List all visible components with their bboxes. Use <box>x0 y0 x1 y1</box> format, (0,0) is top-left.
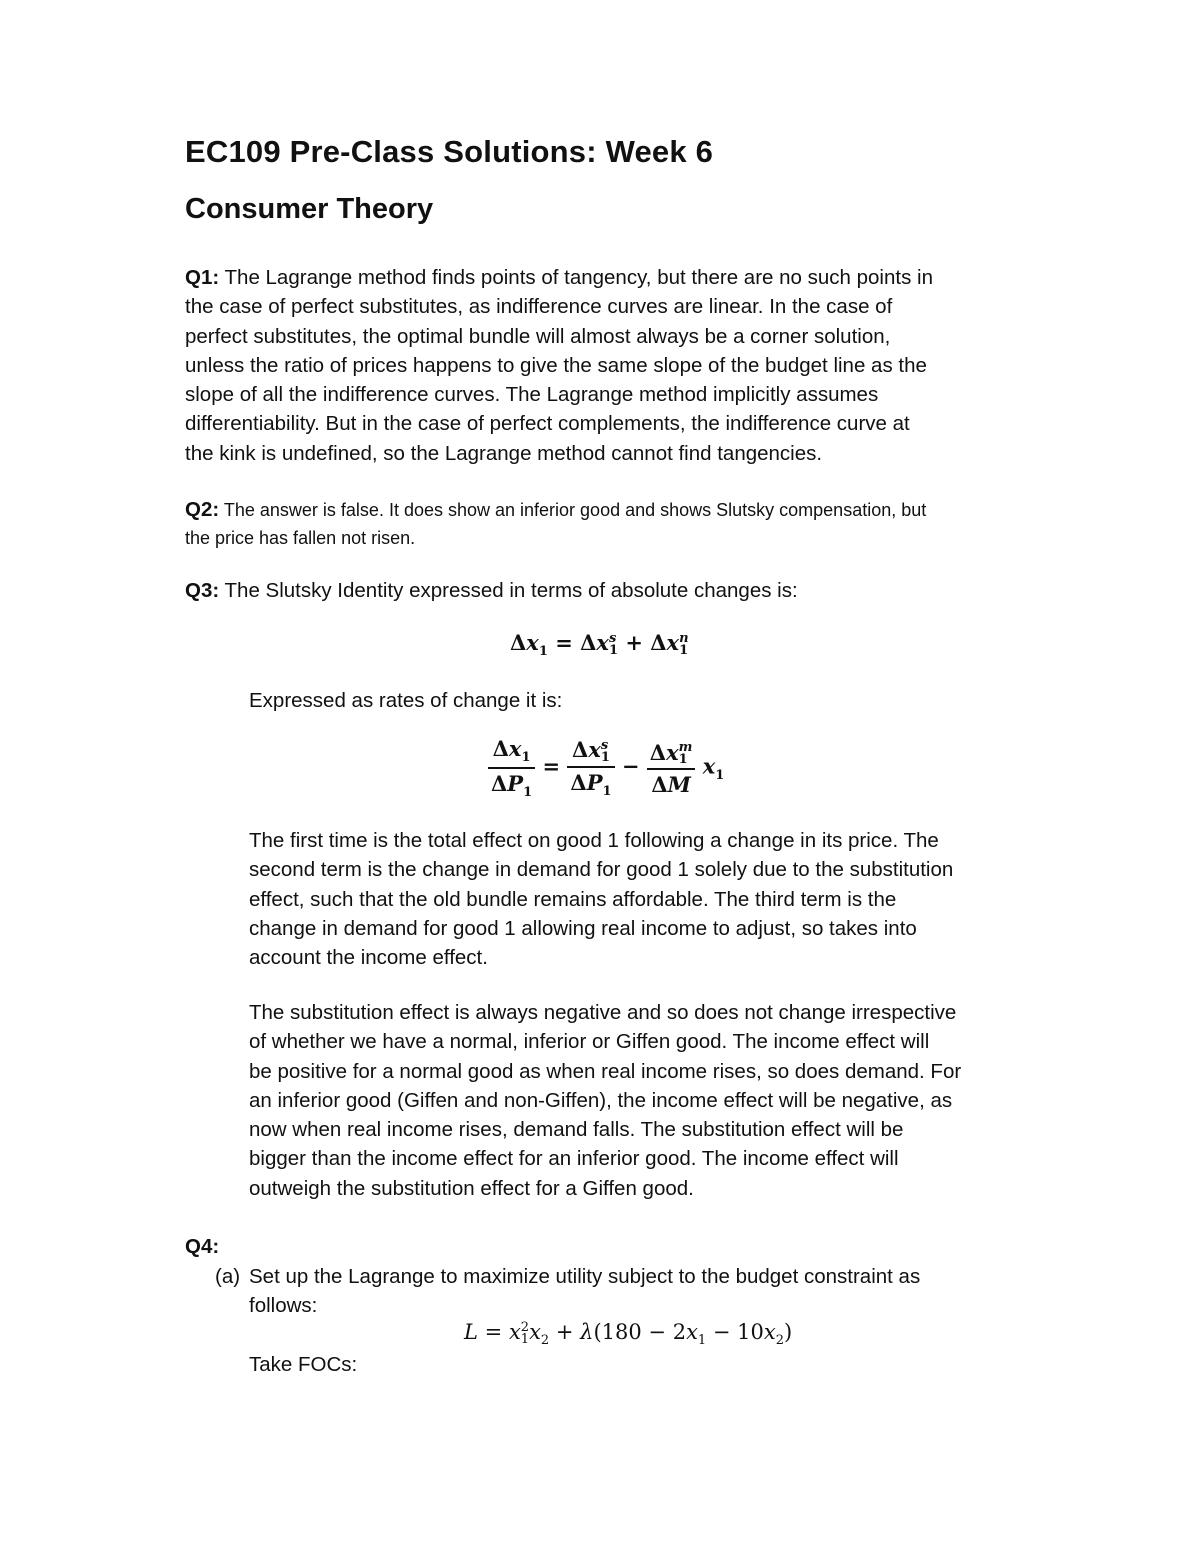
q1-line: the kink is undefined, so the Lagrange method cannot find tangencies. <box>185 441 823 465</box>
q3-paragraph-1: The first time is the total effect on good 1 following a change in its price. The second term is the change in demand for good 1 solely due to the substitution effect, such that the old bundle remains affordable. The third term is the change in demand for good 1 allowing real income to adjust, so takes into account the income effect. <box>249 829 954 970</box>
fraction: Δx m 1 ΔM <box>647 740 696 797</box>
q2-answer <box>185 496 1085 552</box>
q3-label: Q3: <box>185 579 220 602</box>
lagrangian-equation: L = x 2 1 $x_2 + \lambda(180 - 2x_1 - 10x_2)$ <box>464 1319 793 1349</box>
q3-intro: Q3: The Slutsky Identity expressed in terms of absolute changes is: <box>185 579 798 602</box>
document-title: EC109 Pre-Class Solutions: Week 6 <box>185 134 714 169</box>
q1-line: the case of perfect substitutes, as indifference curves are linear. In the case of <box>185 295 893 319</box>
fraction: $\frac{\Delta x_1}{\Delta P_1}$ <box>488 736 535 800</box>
q1-line: slope of all the indifference curves. The Lagrange method implicitly assumes <box>185 383 879 407</box>
q1-line: unless the ratio of prices happens to give the same slope of the budget line as the <box>185 353 927 377</box>
q1-line: differentiability. But in the case of perfect complements, the indifference curve at <box>185 412 910 436</box>
q1-line: Q1: The Lagrange method finds points of tangency, but there are no such points in <box>185 266 933 289</box>
q2-line: Q2: The answer is false. It does show an inferior good and shows Slutsky compensation, but <box>185 498 927 521</box>
rates-intro: Expressed as rates of change it is: <box>249 689 563 712</box>
q2-line: the price has fallen not risen. <box>185 528 416 548</box>
q2-label: Q2: <box>185 498 220 521</box>
q4-label: Q4: <box>185 1235 220 1258</box>
take-focs: Take FOCs: <box>249 1353 358 1376</box>
slutsky-rates-equation: $\frac{\Delta x_1}{\Delta P_1}$ = Δx s 1 $\Delta P_1$ − Δx m 1 ΔM $x_1$ <box>488 736 724 800</box>
q1-label: Q1: <box>185 266 220 289</box>
fraction: Δx s 1 $\Delta P_1$ <box>567 737 614 798</box>
q1-answer <box>185 263 1065 468</box>
q1-line: perfect substitutes, the optimal bundle will almost always be a corner solution, <box>185 324 891 348</box>
q3-paragraph-2: The substitution effect is always negative and so does not change irrespective of whether we have a normal, inferior or Giffen good. The income effect will be positive for a normal good as when real income rises, so does demand. For an inferior good (Giffen and non-Giffen), the income effect will be negative, as now when real income rises, demand falls. The substitution effect will be bigger than the income effect for an inferior good. The income effect will outweigh the substitution effect for a Giffen good. <box>249 1001 962 1200</box>
section-heading: Consumer Theory <box>185 193 434 225</box>
q4-a-marker: (a) <box>215 1265 241 1288</box>
q4-a-text: Set up the Lagrange to maximize utility subject to the budget constraint as follows: <box>249 1265 921 1318</box>
slutsky-absolute-equation: $\Delta x_1 = \Delta x$ s 1 + Δx n 1 <box>510 630 689 660</box>
